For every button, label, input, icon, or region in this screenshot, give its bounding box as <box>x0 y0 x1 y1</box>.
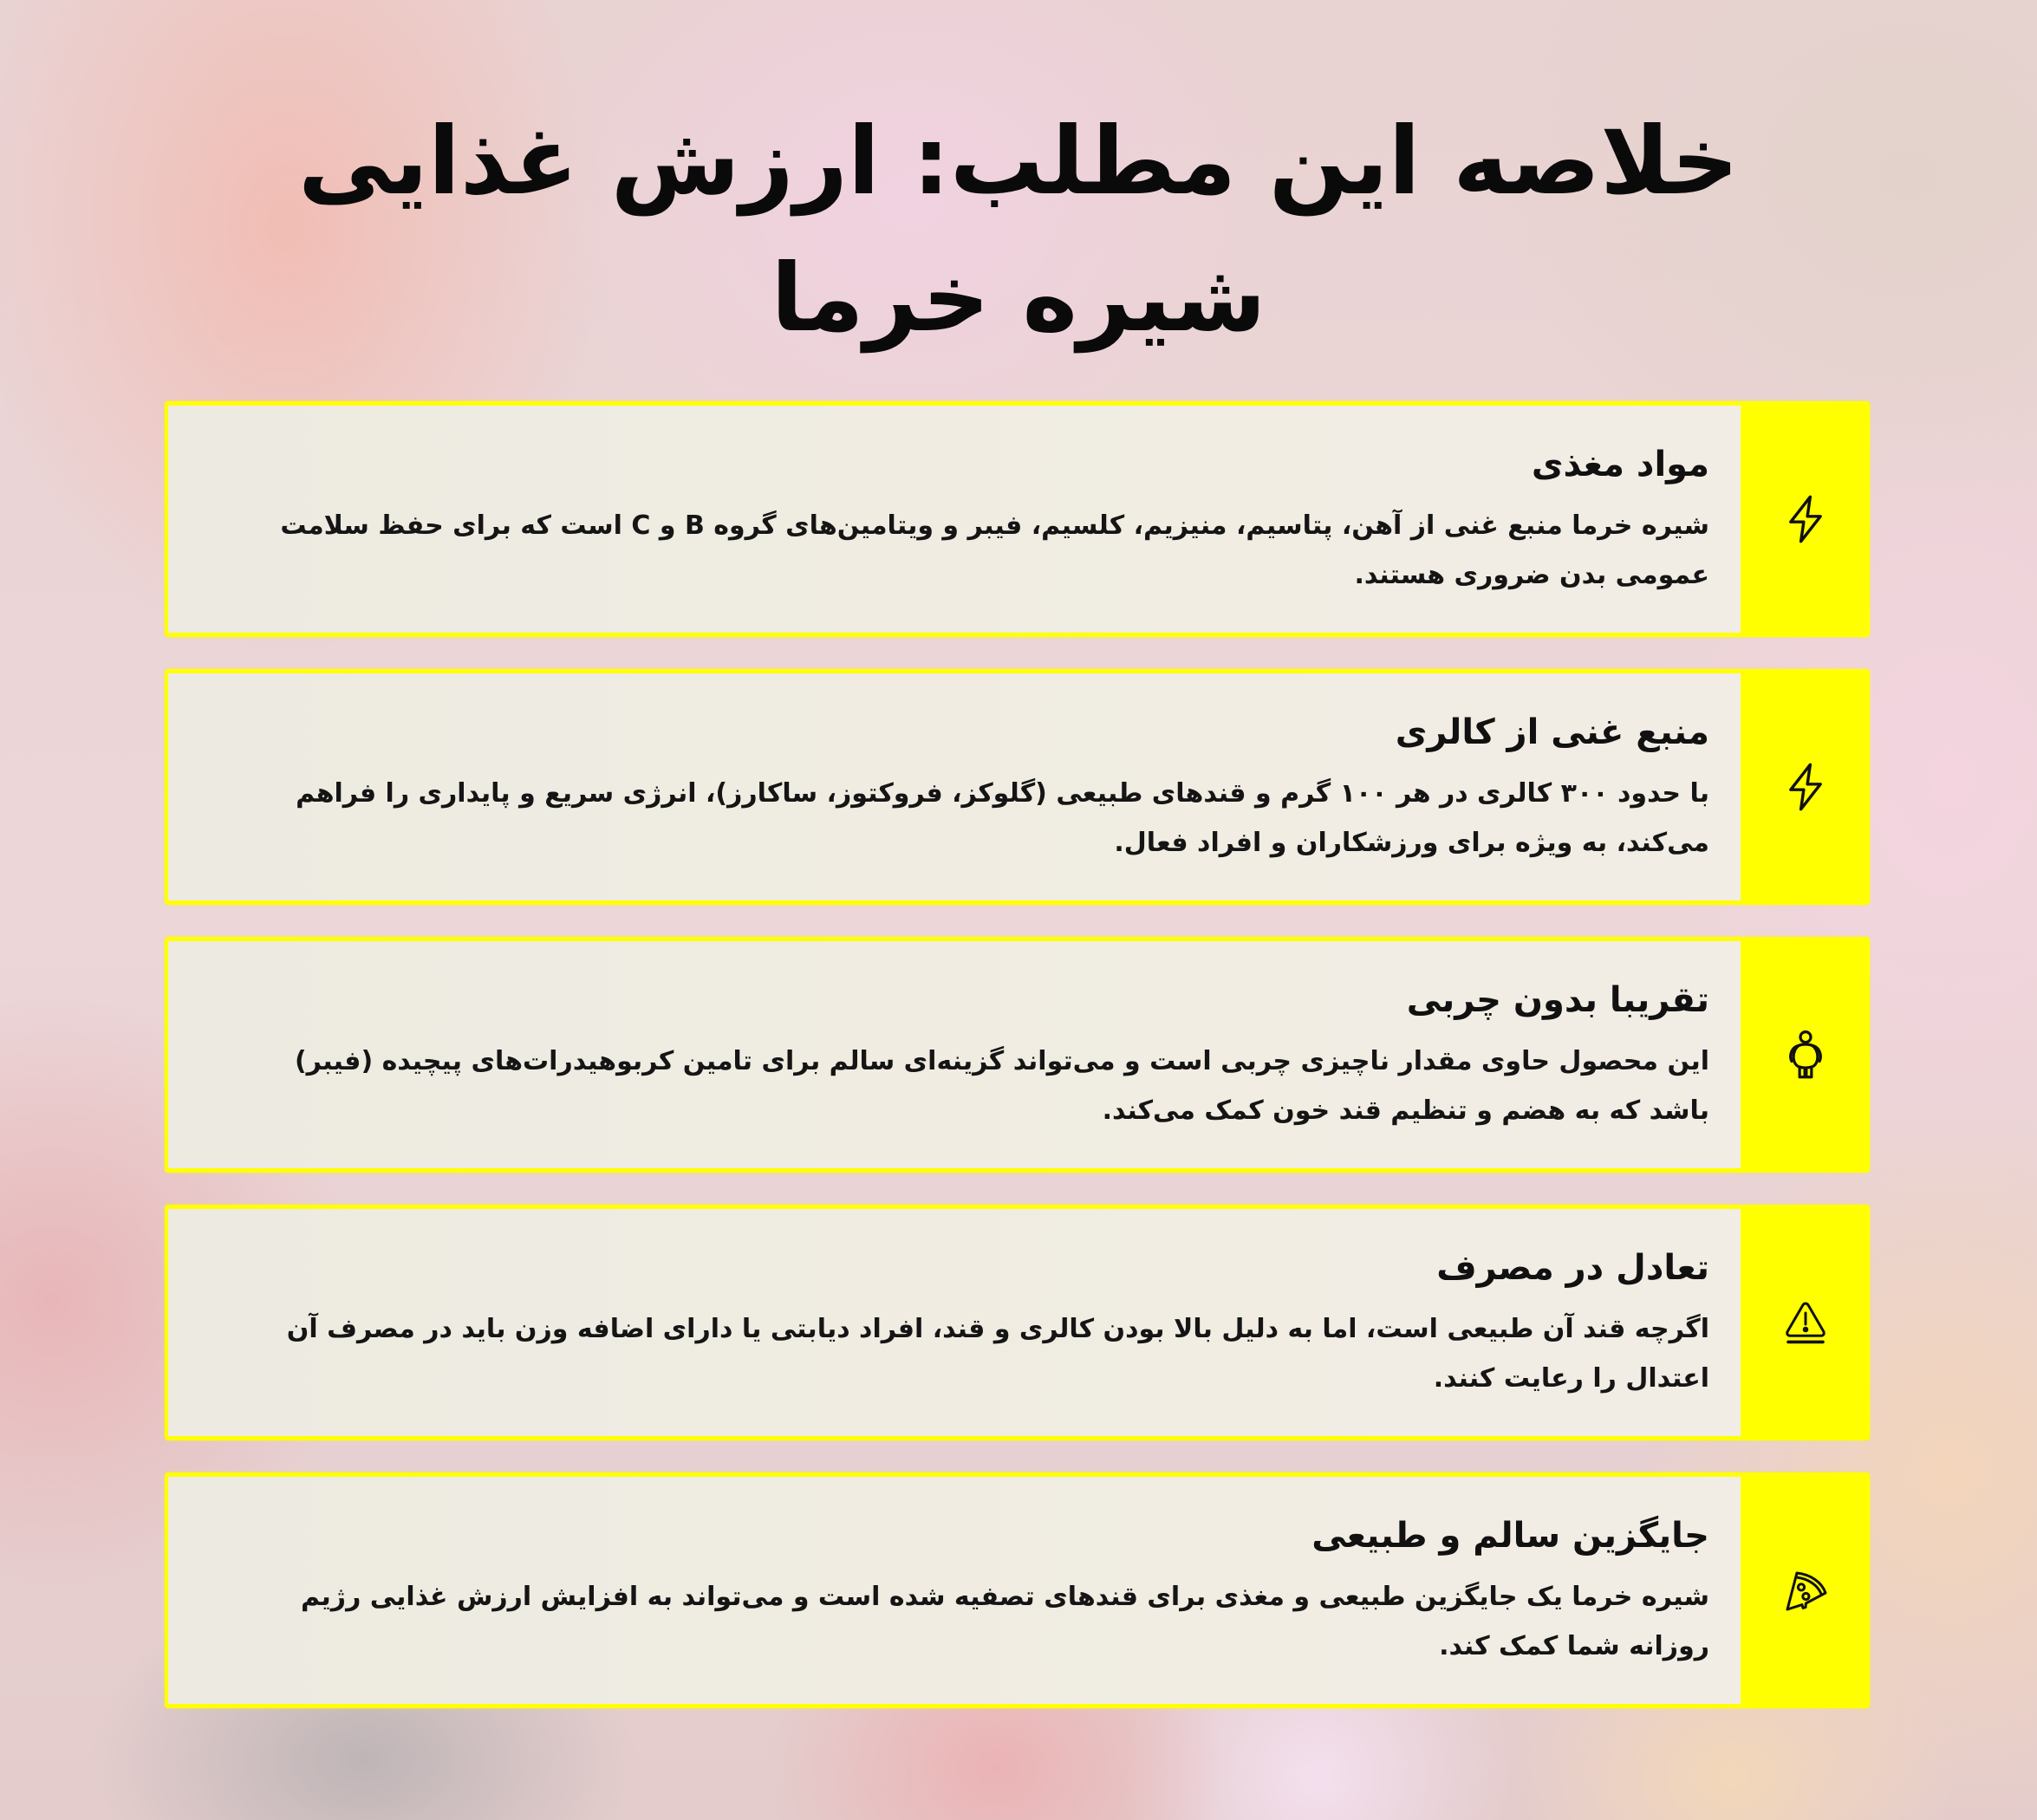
card-content <box>168 406 1741 633</box>
summary-card-healthy-alternative <box>165 1472 1870 1708</box>
card-icon-panel <box>1741 1205 1870 1440</box>
summary-card-list <box>165 401 1870 1740</box>
card-icon-panel <box>1741 669 1870 905</box>
card-text: با حدود ۳۰۰ کالری در هر ۱۰۰ گرم و قندهای طبیعی (گلوکز، فروکتوز، ساکارز)، انرژی سریع و پایداری را فراهم می‌کند، به ویژه برای ورزشکاران و افراد فعال. <box>296 778 1709 858</box>
card-content <box>168 673 1741 900</box>
pizza-slice-icon <box>1783 1564 1828 1616</box>
overweight-person-icon <box>1783 1029 1828 1081</box>
page-title: خلاصه این مطلب: ارزش غذایی شیره خرما <box>298 107 1739 353</box>
summary-card-nutrients <box>165 401 1870 637</box>
card-text: شیره خرما منبع غنی از آهن، پتاسیم، منیزیم، کلسیم، فیبر و ویتامین‌های گروه B و C است که برای حفظ سلامت عمومی بدن ضروری هستند. <box>280 510 1709 590</box>
card-title: جایگزین سالم و طبیعی <box>1311 1516 1709 1556</box>
card-content <box>168 1477 1741 1704</box>
card-title: تعادل در مصرف <box>1436 1248 1709 1288</box>
card-icon-panel <box>1741 1472 1870 1708</box>
summary-card-calories <box>165 669 1870 905</box>
card-icon-panel <box>1741 401 1870 637</box>
card-content <box>168 941 1741 1168</box>
card-text: این محصول حاوی مقدار ناچیزی چربی است و می‌تواند گزینه‌ای سالم برای تامین کربوهیدرات‌های پیچیده (فیبر) باشد که به هضم و تنظیم قند خون کمک می‌کند. <box>294 1046 1709 1126</box>
warning-icon <box>1783 1297 1828 1349</box>
summary-card-moderation <box>165 1205 1870 1440</box>
card-text: شیره خرما یک جایگزین طبیعی و مغذی برای قندهای تصفیه شده است و می‌تواند به افزایش ارزش غذایی رژیم روزانه شما کمک کند. <box>301 1582 1709 1661</box>
lightning-icon <box>1783 761 1828 813</box>
summary-card-low-fat <box>165 937 1870 1173</box>
card-title: تقریبا بدون چربی <box>1406 980 1709 1020</box>
card-title: مواد مغذی <box>1531 445 1709 484</box>
card-text: اگرچه قند آن طبیعی است، اما به دلیل بالا بودن کالری و قند، افراد دیابتی یا دارای اضافه وزن باید در مصرف آن اعتدال را رعایت کنند. <box>286 1314 1709 1394</box>
card-title: منبع غنی از کالری <box>1395 712 1709 752</box>
card-icon-panel <box>1741 937 1870 1173</box>
lightning-icon <box>1783 493 1828 545</box>
card-content <box>168 1209 1741 1436</box>
